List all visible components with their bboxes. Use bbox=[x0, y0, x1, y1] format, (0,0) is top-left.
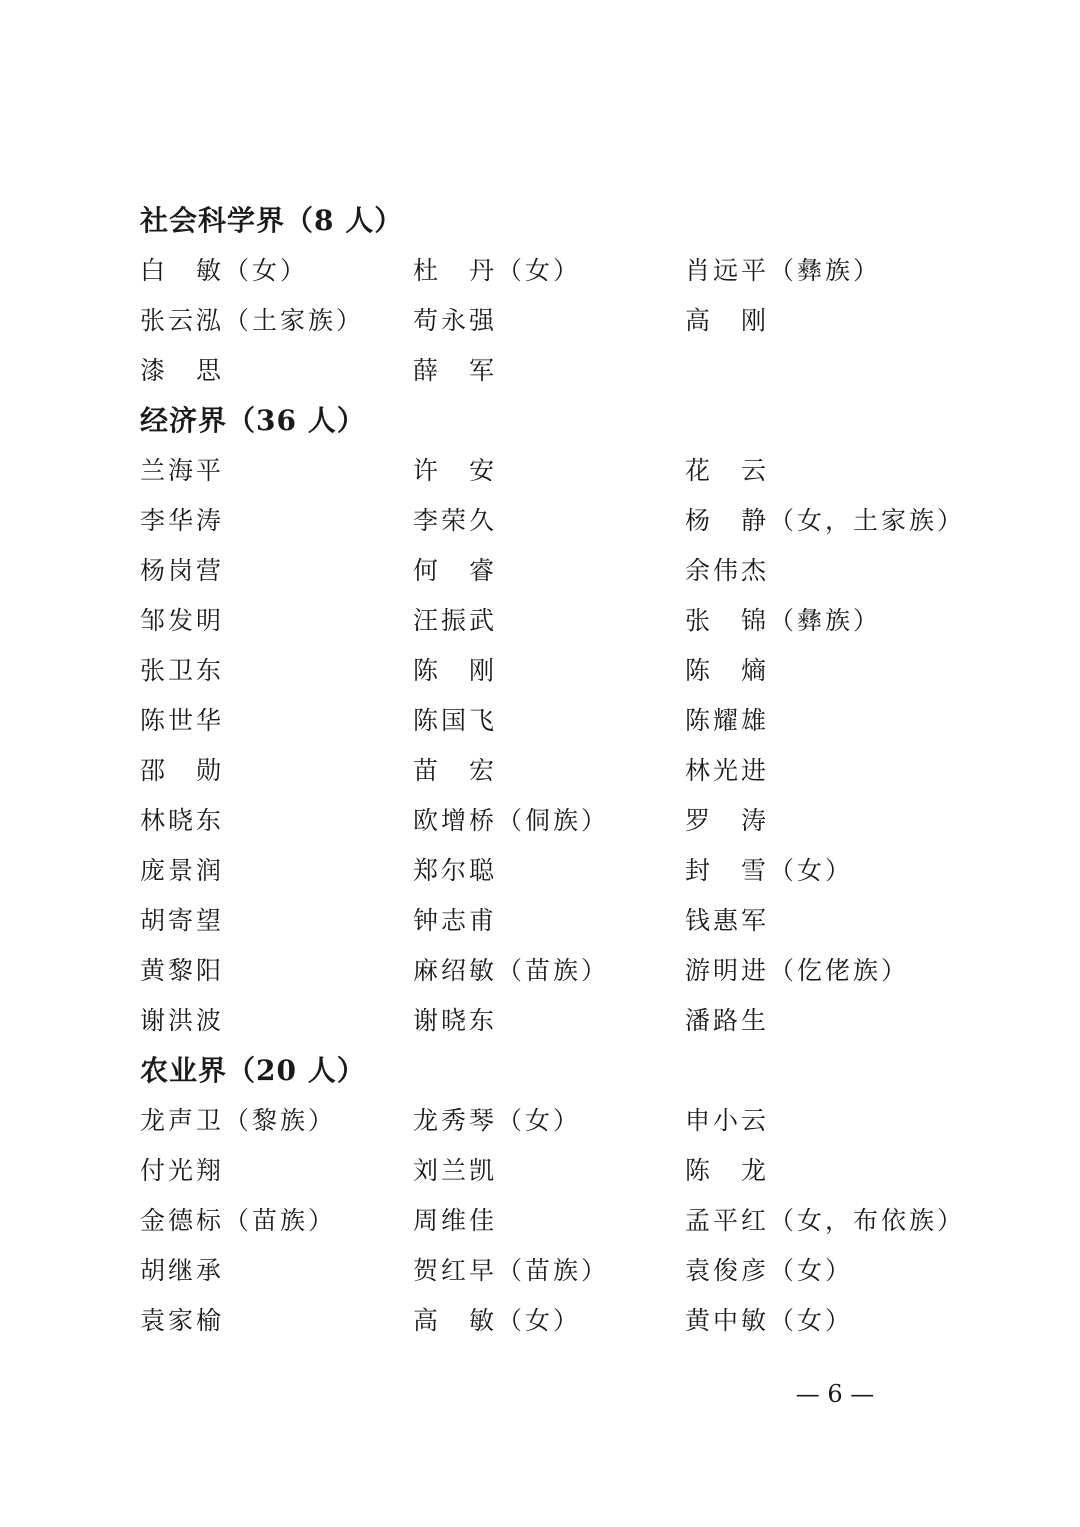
member-name: 林晓东 bbox=[140, 806, 225, 835]
member-name: 何 睿 bbox=[413, 556, 498, 585]
list-row bbox=[140, 546, 1000, 596]
member-name: 麻绍敏（苗族） bbox=[413, 956, 610, 985]
member-name: 欧增桥（侗族） bbox=[413, 806, 610, 835]
member-name: 钱惠军 bbox=[685, 906, 770, 935]
member-name: 周维佳 bbox=[413, 1206, 498, 1235]
member-name: 谢晓东 bbox=[413, 1006, 498, 1035]
list-row bbox=[140, 846, 1000, 896]
member-name: 兰海平 bbox=[140, 456, 225, 485]
member-name: 张卫东 bbox=[140, 656, 225, 685]
member-name: 陈国飞 bbox=[413, 706, 498, 735]
member-name bbox=[685, 346, 1000, 396]
member-name: 高 敏（女） bbox=[413, 1306, 582, 1335]
member-name: 刘兰凯 bbox=[413, 1156, 498, 1185]
list-row bbox=[140, 246, 1000, 296]
member-name: 张云泓（土家族） bbox=[140, 306, 365, 335]
list-row bbox=[140, 596, 1000, 646]
section-economy bbox=[140, 396, 1000, 1046]
list-row bbox=[140, 1096, 1000, 1146]
list-row bbox=[140, 1296, 1000, 1346]
list-row bbox=[140, 996, 1000, 1046]
list-row bbox=[140, 696, 1000, 746]
member-name: 贺红早（苗族） bbox=[413, 1256, 610, 1285]
member-name: 郑尔聪 bbox=[413, 856, 498, 885]
section-title: 经济界（36 人） bbox=[140, 404, 366, 437]
member-name: 许 安 bbox=[413, 456, 498, 485]
member-name: 罗 涛 bbox=[685, 806, 770, 835]
member-name: 袁俊彦（女） bbox=[685, 1256, 854, 1285]
member-name: 高 刚 bbox=[685, 306, 770, 335]
member-name: 薛 军 bbox=[413, 356, 498, 385]
member-name: 余伟杰 bbox=[685, 556, 770, 585]
section-title: 社会科学界（8 人） bbox=[140, 204, 404, 237]
page-number: — 6 — bbox=[795, 1380, 875, 1408]
member-name: 陈 龙 bbox=[685, 1156, 770, 1185]
member-list bbox=[140, 196, 1000, 1346]
member-name: 孟平红（女，布依族） bbox=[685, 1206, 966, 1235]
list-row bbox=[140, 746, 1000, 796]
member-name: 白 敏（女） bbox=[140, 256, 309, 285]
member-name: 陈 刚 bbox=[413, 656, 498, 685]
member-name: 杨岗营 bbox=[140, 556, 225, 585]
member-name: 陈 熵 bbox=[685, 656, 770, 685]
member-name: 漆 思 bbox=[140, 356, 225, 385]
member-name: 潘路生 bbox=[685, 1006, 770, 1035]
member-name: 封 雪（女） bbox=[685, 856, 854, 885]
list-row bbox=[140, 1146, 1000, 1196]
list-row bbox=[140, 896, 1000, 946]
member-name: 龙声卫（黎族） bbox=[140, 1106, 337, 1135]
section-agriculture bbox=[140, 1046, 1000, 1346]
member-name: 肖远平（彝族） bbox=[685, 256, 882, 285]
member-name: 汪振武 bbox=[413, 606, 498, 635]
member-name: 金德标（苗族） bbox=[140, 1206, 337, 1235]
member-name: 袁家榆 bbox=[140, 1306, 225, 1335]
section-social-science bbox=[140, 196, 1000, 396]
member-name: 陈耀雄 bbox=[685, 706, 770, 735]
member-name: 陈世华 bbox=[140, 706, 225, 735]
section-title: 农业界（20 人） bbox=[140, 1054, 366, 1087]
member-name: 林光进 bbox=[685, 756, 770, 785]
member-name: 钟志甫 bbox=[413, 906, 498, 935]
member-name: 苗 宏 bbox=[413, 756, 498, 785]
member-name: 李华涛 bbox=[140, 506, 225, 535]
list-row bbox=[140, 296, 1000, 346]
member-name: 谢洪波 bbox=[140, 1006, 225, 1035]
member-name: 花 云 bbox=[685, 456, 770, 485]
member-name: 付光翔 bbox=[140, 1156, 225, 1185]
member-name: 杨 静（女，土家族） bbox=[685, 506, 966, 535]
member-name: 申小云 bbox=[685, 1106, 770, 1135]
member-name: 邵 勋 bbox=[140, 756, 225, 785]
list-row bbox=[140, 1196, 1000, 1246]
list-row bbox=[140, 446, 1000, 496]
member-name: 胡继承 bbox=[140, 1256, 225, 1285]
member-name: 游明进（仡佬族） bbox=[685, 956, 910, 985]
list-row bbox=[140, 1246, 1000, 1296]
member-name: 杜 丹（女） bbox=[413, 256, 582, 285]
list-row bbox=[140, 346, 1000, 396]
member-name: 胡寄望 bbox=[140, 906, 225, 935]
list-row bbox=[140, 496, 1000, 546]
member-name: 庞景润 bbox=[140, 856, 225, 885]
member-name: 张 锦（彝族） bbox=[685, 606, 882, 635]
member-name: 李荣久 bbox=[413, 506, 498, 535]
member-name: 龙秀琴（女） bbox=[413, 1106, 582, 1135]
member-name: 黄中敏（女） bbox=[685, 1306, 854, 1335]
list-row bbox=[140, 796, 1000, 846]
member-name: 苟永强 bbox=[413, 306, 498, 335]
list-row bbox=[140, 646, 1000, 696]
list-row bbox=[140, 946, 1000, 996]
member-name: 邹发明 bbox=[140, 606, 225, 635]
member-name: 黄黎阳 bbox=[140, 956, 225, 985]
